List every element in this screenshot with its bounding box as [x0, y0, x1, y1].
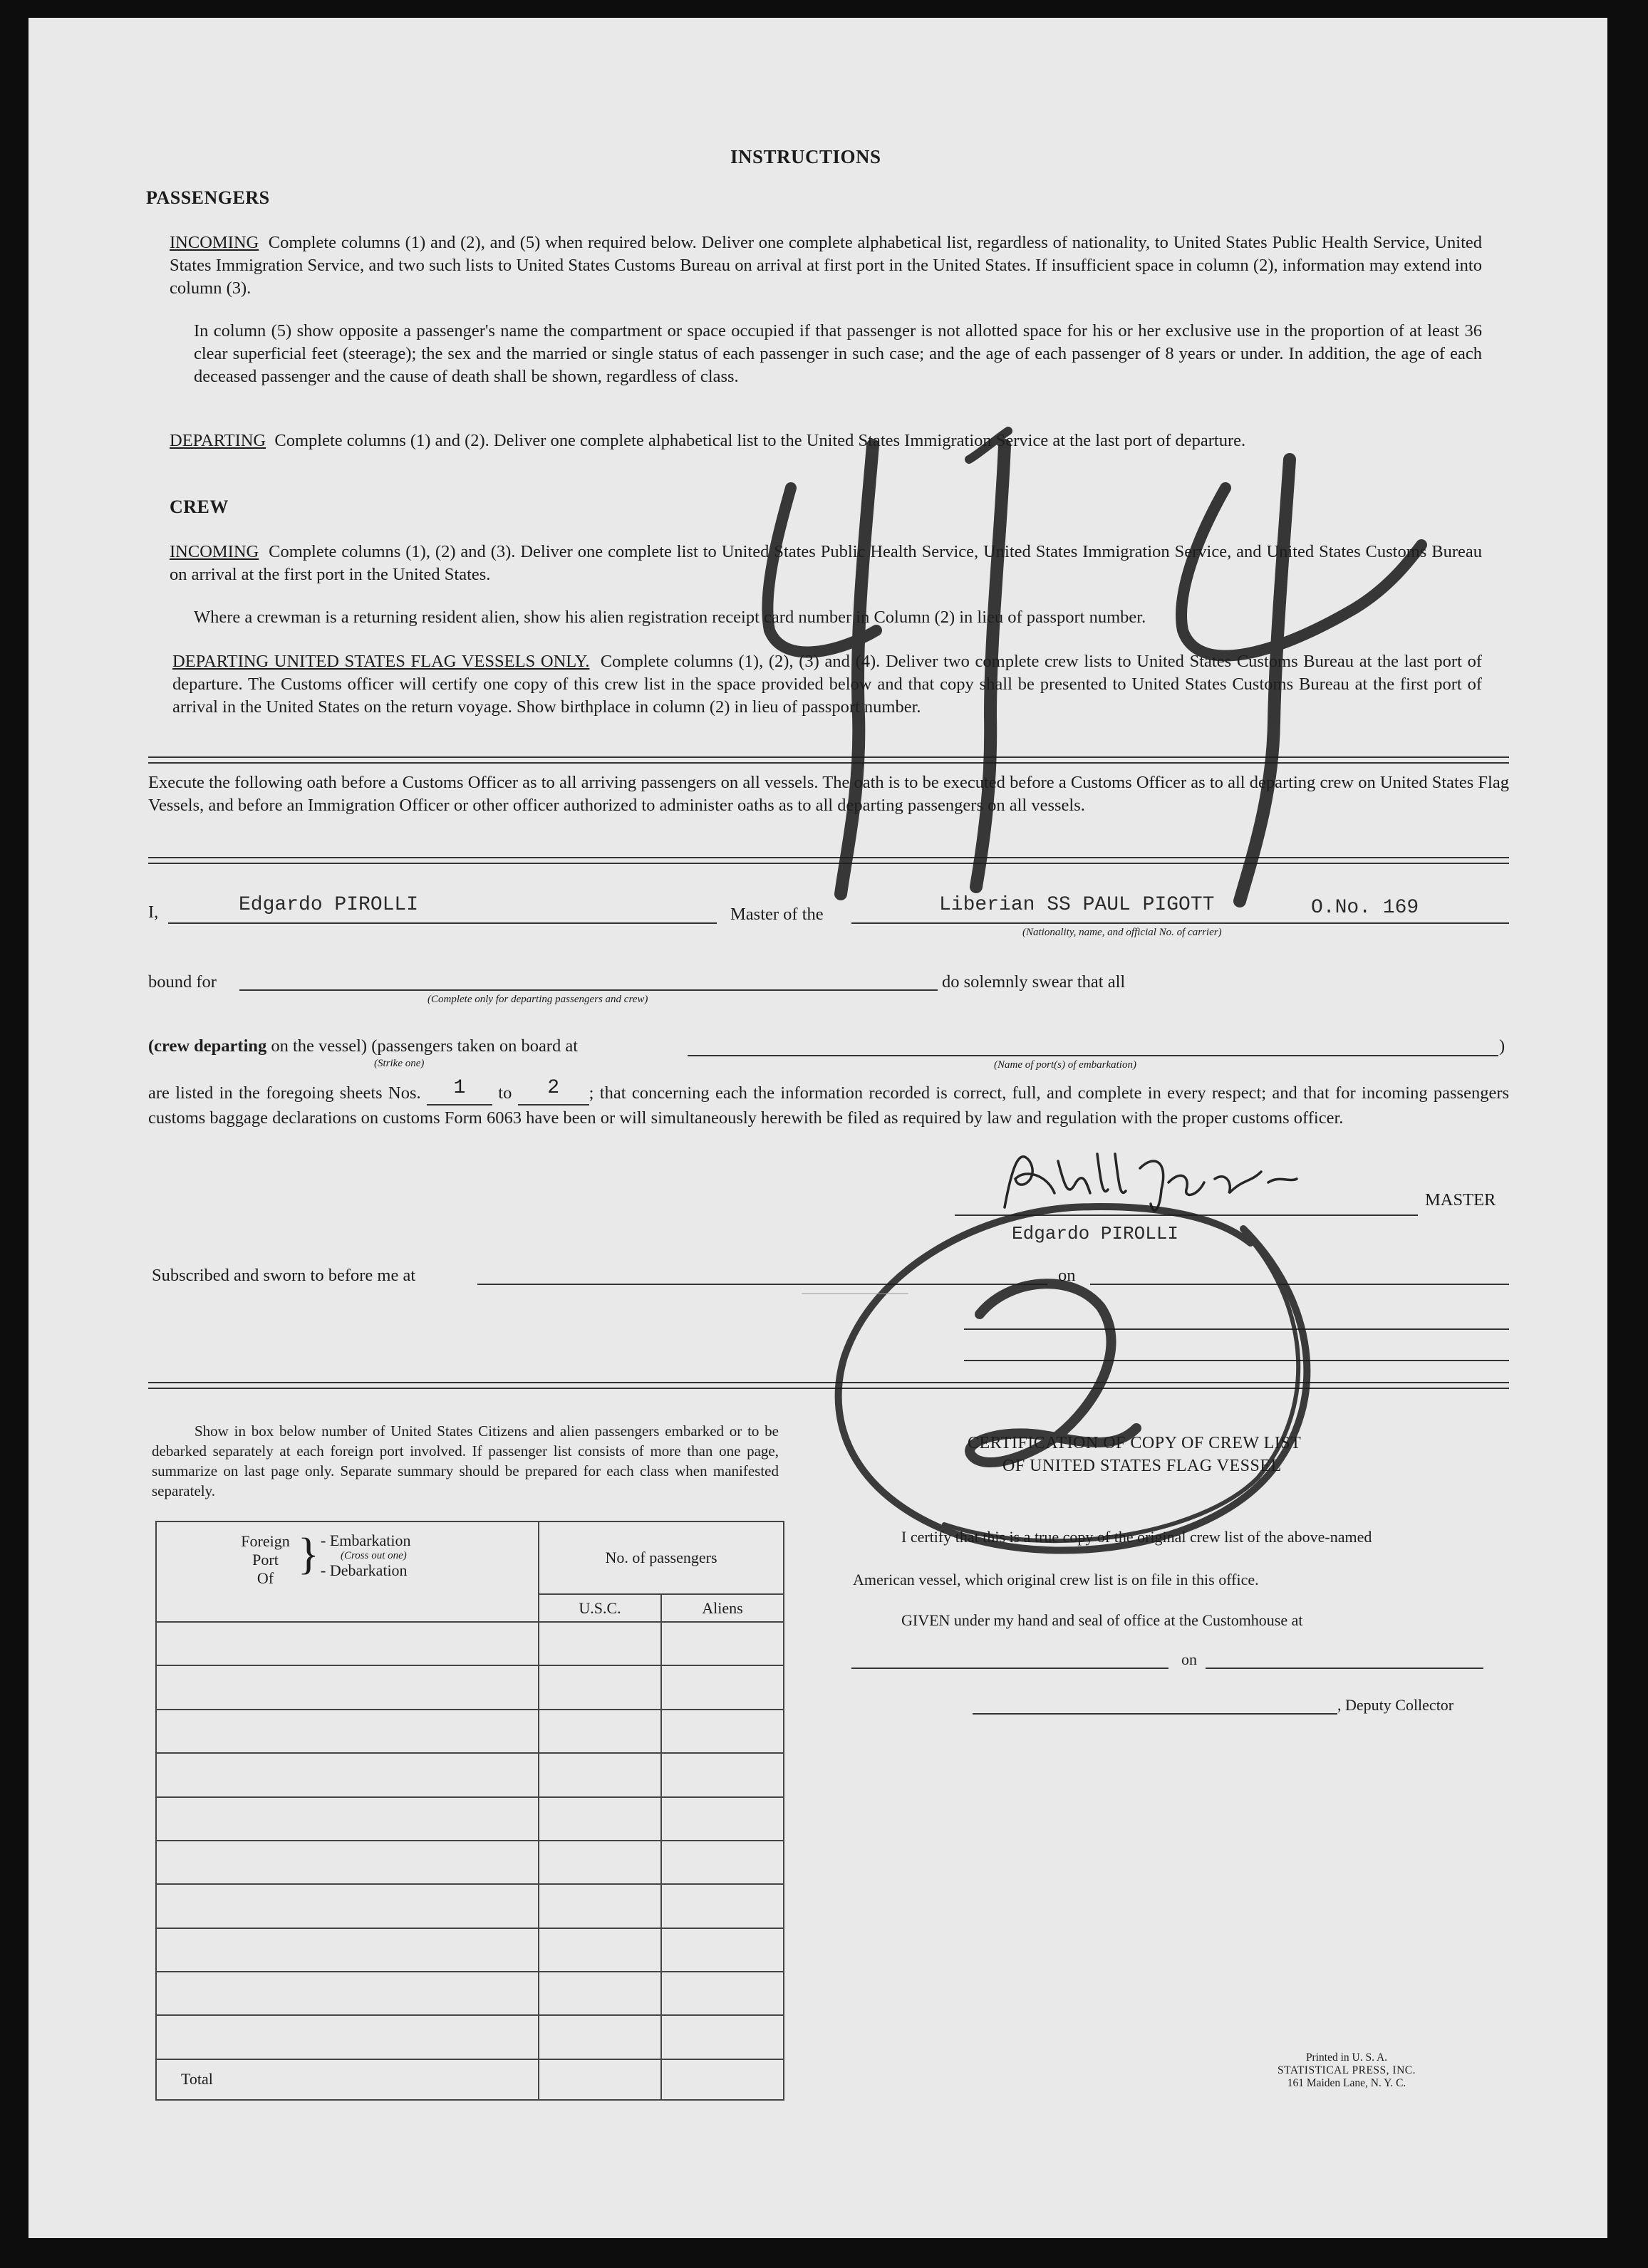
crew-incoming-label: INCOMING [170, 542, 259, 561]
oath-i-label: I, [148, 902, 159, 922]
usc-cell[interactable] [539, 1622, 661, 1665]
port-cell[interactable] [156, 1797, 539, 1841]
crew-heading: CREW [170, 496, 229, 517]
port-cell[interactable] [156, 2015, 539, 2059]
subscribed-label: Subscribed and sworn to before me at [152, 1266, 416, 1285]
to-label: to [498, 1083, 512, 1103]
aliens-cell[interactable] [661, 1928, 784, 1972]
port-cell[interactable] [156, 1884, 539, 1928]
vessel-value: Liberian SS PAUL PIGOTT [939, 894, 1215, 916]
passengers-incoming-label: INCOMING [170, 233, 259, 252]
aliens-cell[interactable] [661, 1665, 784, 1709]
sheets-paragraph [148, 1077, 1510, 1130]
master-name-value: Edgardo PIROLLI [239, 894, 419, 916]
total-row [156, 2059, 784, 2100]
crew-departing-line [148, 1036, 578, 1056]
table-row [156, 1928, 784, 1972]
crew-resident-paragraph: Where a crewman is a returning resident alien, show his alien registration receipt card number in Column (2) in lieu of passport number. [194, 608, 1146, 627]
close-paren: ) [1499, 1036, 1506, 1056]
aliens-cell[interactable] [661, 1884, 784, 1928]
form-page [28, 18, 1607, 2238]
master-of-label: Master of the [730, 905, 824, 924]
master-label: MASTER [1425, 1190, 1496, 1210]
certify-line-2: American vessel, which original crew list is on file in this office. [853, 1571, 1259, 1588]
usc-cell[interactable] [539, 1928, 661, 1972]
usc-cell[interactable] [539, 1665, 661, 1709]
port-cell[interactable] [156, 1665, 539, 1709]
sheet-from-value: 1 [453, 1077, 466, 1099]
aliens-cell[interactable] [661, 1797, 784, 1841]
sheets-label: are listed in the foregoing sheets Nos. [148, 1083, 421, 1103]
port-cell[interactable] [156, 1928, 539, 1972]
total-aliens-cell[interactable] [661, 2059, 784, 2100]
certify-line-1: I certify that this is a true copy of the original crew list of the above-named [901, 1528, 1372, 1546]
bound-for-caption: (Complete only for departing passengers and crew) [427, 994, 648, 1005]
port-cell[interactable] [156, 1753, 539, 1796]
circled-number-2 [816, 1200, 1357, 1571]
no-passengers-header: No. of passengers [539, 1521, 784, 1594]
aliens-cell[interactable] [661, 1753, 784, 1796]
usc-cell[interactable] [539, 1753, 661, 1796]
usc-cell[interactable] [539, 1884, 661, 1928]
subscribed-on-label: on [1058, 1266, 1076, 1285]
certification-title-2: OF UNITED STATES FLAG VESSEL [1002, 1457, 1282, 1475]
table-row [156, 2015, 784, 2059]
crew-incoming-text: Complete columns (1), (2) and (3). Deliver one complete list to United States Public Health Service, United States Immigration Service, and United States Customs Bureau on arrival at the first port in the United States. [170, 542, 1483, 584]
table-row [156, 1622, 784, 1665]
sheet-to-field[interactable] [518, 1077, 589, 1106]
sheet-to-value: 2 [547, 1077, 560, 1099]
certification-title-1: CERTIFICATION OF COPY OF CREW LIST [968, 1434, 1302, 1452]
usc-header: U.S.C. [539, 1594, 661, 1622]
table-header-row [156, 1521, 784, 1594]
strike-caption: (Strike one) [374, 1058, 425, 1069]
official-number-value: O.No. 169 [1311, 897, 1419, 919]
vessel-caption: (Nationality, name, and official No. of carrier) [1022, 927, 1222, 938]
statement-text: ; that concerning each the information recorded is correct, full, and complete in every respect; and that for incoming passengers customs baggage declarations on customs Form 6063 have been or will simultaneously herewith be filed as required by law and regulation with the proper customs officer. [148, 1083, 1510, 1128]
instructions-title: INSTRUCTIONS [730, 146, 881, 167]
printer-imprint [1268, 2051, 1425, 2090]
table-row [156, 1710, 784, 1753]
printer-line-3: 161 Maiden Lane, N. Y. C. [1287, 2077, 1406, 2089]
bound-for-label: bound for [148, 972, 217, 992]
usc-cell[interactable] [539, 1710, 661, 1753]
crew-flag-text: Complete columns (1), (2), (3) and (4). Deliver two complete crew lists to United States Customs Bureau at the last port of departure. The Customs officer will certify one copy of this crew list in the space provided below and that copy shall be presented to United States Customs Bureau at the first port of arrival in the United States on the return voyage. Show birthplace in column (2) in lieu of passport number. [172, 652, 1482, 717]
crew-departing-rest: on the vessel) (passengers taken on board at [271, 1036, 579, 1056]
of-label: Of [256, 1569, 274, 1587]
passengers-column5-paragraph: In column (5) show opposite a passenger's name the compartment or space occupied if that passenger is not allotted space for his or her exclusive use in the proportion of at least 36 clear superficial feet (steerage); the sex and the married or single status of each passenger in such case; and the age of each passenger of 8 years or under. In addition, the age of each deceased passenger and the cause of death shall be shown, regardless of class. [194, 321, 1482, 386]
brace-icon: } [298, 1530, 319, 1578]
table-row [156, 1884, 784, 1928]
table-row [156, 1841, 784, 1884]
passengers-incoming-paragraph [170, 232, 1482, 300]
customhouse-field[interactable] [851, 1653, 1168, 1669]
aliens-cell[interactable] [661, 2015, 784, 2059]
usc-cell[interactable] [539, 1972, 661, 2015]
embarkation-port-field[interactable] [688, 1039, 1498, 1056]
usc-cell[interactable] [539, 1797, 661, 1841]
faint-mark [802, 1293, 908, 1294]
bound-for-field[interactable] [239, 974, 938, 991]
port-caption: (Name of port(s) of embarkation) [994, 1059, 1136, 1071]
total-usc-cell[interactable] [539, 2059, 661, 2100]
passengers-departing-text: Complete columns (1) and (2). Deliver one complete alphabetical list to the United States Immigration Service at the last port of departure. [274, 431, 1246, 450]
port-cell[interactable] [156, 1841, 539, 1884]
usc-cell[interactable] [539, 1841, 661, 1884]
port-cell[interactable] [156, 1710, 539, 1753]
aliens-cell[interactable] [661, 1841, 784, 1884]
passenger-tally-table [155, 1521, 784, 2101]
passengers-departing-label: DEPARTING [170, 431, 266, 450]
table-row [156, 1797, 784, 1841]
passengers-heading: PASSENGERS [146, 187, 270, 208]
usc-cell[interactable] [539, 2015, 661, 2059]
aliens-cell[interactable] [661, 1710, 784, 1753]
passengers-incoming-text: Complete columns (1) and (2), and (5) when required below. Deliver one complete alphabetical list, regardless of nationality, to United States Public Health Service, United States Immigration Service, and two such lists to United States Customs Bureau on arrival at first port in the United States. If insufficient space in column (2), information may extend into column (3). [170, 233, 1482, 298]
aliens-header: Aliens [661, 1594, 784, 1622]
table-row [156, 1753, 784, 1796]
aliens-cell[interactable] [661, 1972, 784, 2015]
cross-out-label: (Cross out one) [341, 1550, 407, 1561]
table-row [156, 1665, 784, 1709]
embarkation-label: - Embarkation [321, 1531, 411, 1549]
deputy-collector-label: , Deputy Collector [1337, 1696, 1454, 1714]
debarkation-label: - Debarkation [321, 1561, 408, 1579]
box-instruction: Show in box below number of United States Citizens and alien passengers embarked or to be debarked separately at each foreign port involved. If passenger list consists of more than one page, summarize on last page only. Separate summary should be prepared for each class when manifested separately. [152, 1422, 779, 1499]
port-cell[interactable] [156, 1972, 539, 2015]
foreign-label: Foreign [241, 1532, 290, 1550]
total-label: Total [156, 2059, 539, 2100]
crew-flag-label: DEPARTING UNITED STATES FLAG VESSELS ONLY. [172, 652, 590, 671]
crew-departing-bold: (crew departing [148, 1036, 267, 1056]
swear-label: do solemnly swear that all [942, 972, 1126, 992]
deputy-collector-signature-field[interactable] [973, 1699, 1337, 1715]
certification-on-label: on [1181, 1650, 1197, 1668]
printer-line-2: STATISTICAL PRESS, INC. [1278, 2064, 1416, 2076]
certification-date-field[interactable] [1206, 1653, 1483, 1669]
table-row [156, 1972, 784, 2015]
aliens-cell[interactable] [661, 1622, 784, 1665]
handwritten-number-414 [727, 417, 1496, 915]
printer-line-1: Printed in U. S. A. [1305, 2051, 1388, 2064]
port-label: Port [252, 1551, 279, 1569]
sheet-from-field[interactable] [427, 1077, 492, 1106]
given-line: GIVEN under my hand and seal of office at the Customhouse at [901, 1611, 1303, 1629]
port-cell[interactable] [156, 1622, 539, 1665]
master-typed-name: Edgardo PIROLLI [1012, 1223, 1179, 1244]
oath-instruction: Execute the following oath before a Customs Officer as to all arriving passengers on all vessels. The oath is to be executed before a Customs Officer as to all departing crew on United States Flag Vessels, and before an Immigration Officer or other officer authorized to administer oaths as to all departing passengers on all vessels. [148, 773, 1509, 815]
foreign-port-header [156, 1521, 539, 1622]
